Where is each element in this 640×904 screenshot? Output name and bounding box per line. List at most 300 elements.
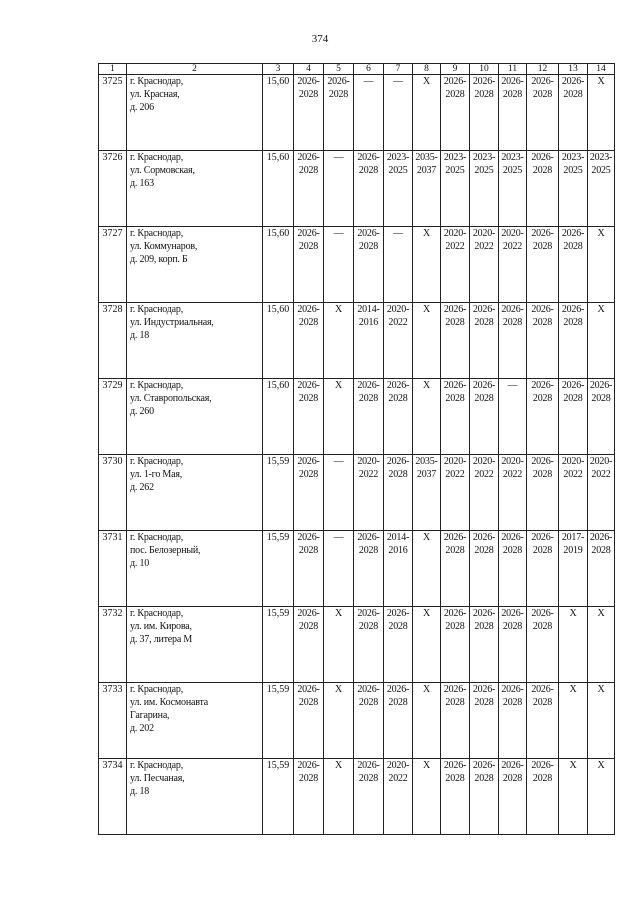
period-cell-col-11 [499, 531, 527, 607]
period-cell-col-4 [294, 151, 324, 227]
column-header-10: 10 [470, 64, 499, 75]
period-value: 2020- [386, 760, 410, 771]
period-value: 2026- [443, 608, 467, 619]
period-value: 2028 [563, 241, 583, 252]
table-row [99, 227, 615, 303]
period-value: 2028 [563, 317, 583, 328]
address-line: ул. 1-го Мая, [130, 469, 183, 480]
period-value: — [333, 228, 344, 239]
period-cell-col-12 [527, 759, 559, 835]
period-value: 2028 [358, 241, 379, 252]
period-value: — [507, 380, 518, 391]
period-value: 2037 [416, 165, 437, 176]
period-value: 2026- [297, 684, 320, 695]
table-row [99, 151, 615, 227]
column-header-8: 8 [413, 64, 441, 75]
period-value: X [334, 684, 343, 695]
period-value: 2023- [501, 152, 524, 163]
address-cell [127, 303, 263, 379]
period-value: 2026- [327, 76, 350, 87]
period-cell-col-5 [324, 303, 354, 379]
period-value: 2022 [591, 469, 611, 480]
period-cell-col-13 [559, 683, 588, 759]
period-value: 2028 [532, 317, 553, 328]
rate-cell: 15,59 [263, 531, 294, 607]
address-line: г. Краснодар, [130, 304, 184, 315]
period-cell-col-14 [588, 303, 615, 379]
period-cell-col-11 [499, 455, 527, 531]
period-value: 2028 [388, 469, 408, 480]
period-cell-col-12 [527, 455, 559, 531]
table-row [99, 75, 615, 151]
period-value: 2028 [532, 165, 553, 176]
period-cell-col-7 [384, 683, 413, 759]
period-value: X [334, 608, 343, 619]
period-value: 2020- [472, 228, 496, 239]
period-cell-col-7 [384, 303, 413, 379]
address-line: г. Краснодар, [130, 152, 184, 163]
period-value: 2028 [358, 621, 379, 632]
column-header-3: 3 [263, 64, 294, 75]
period-cell-col-10 [470, 607, 499, 683]
address-line: г. Краснодар, [130, 608, 184, 619]
period-value: 2028 [298, 393, 319, 404]
period-cell-col-14 [588, 531, 615, 607]
period-cell-col-11 [499, 683, 527, 759]
period-value: 2028 [358, 393, 379, 404]
period-value: 2026- [589, 380, 613, 391]
period-value: 2026- [297, 228, 320, 239]
period-cell-col-5 [324, 607, 354, 683]
period-value: 2028 [563, 89, 583, 100]
period-value: 2026- [357, 228, 380, 239]
period-value: 2026- [297, 380, 320, 391]
period-value: 2028 [532, 89, 553, 100]
period-value: 2022 [474, 469, 494, 480]
period-value: 2026- [357, 760, 380, 771]
period-value: 2028 [358, 697, 379, 708]
period-value: X [334, 304, 343, 315]
period-cell-col-10 [470, 303, 499, 379]
period-value: 2020- [472, 456, 496, 467]
period-cell-col-14 [588, 151, 615, 227]
address-line: д. 262 [130, 482, 154, 493]
period-value: 2026- [357, 684, 380, 695]
period-cell-col-7 [384, 151, 413, 227]
period-cell-col-12 [527, 531, 559, 607]
period-cell-col-10 [470, 227, 499, 303]
period-value: 2022 [388, 773, 408, 784]
period-cell-col-10 [470, 759, 499, 835]
address-line: д. 206 [130, 102, 154, 113]
period-value: X [597, 228, 605, 239]
period-value: 2016 [388, 545, 408, 556]
period-cell-col-10 [470, 531, 499, 607]
period-cell-col-9 [441, 379, 470, 455]
address-line: г. Краснодар, [130, 76, 184, 87]
period-cell-col-6 [354, 759, 384, 835]
period-value: X [334, 760, 343, 771]
period-value: 2026- [357, 380, 380, 391]
table-row [99, 379, 615, 455]
period-cell-col-12 [527, 151, 559, 227]
period-cell-col-14 [588, 607, 615, 683]
address-line: ул. Сормовская, [130, 165, 195, 176]
period-value: 2026- [561, 380, 585, 391]
period-value: X [422, 76, 431, 87]
address-line: Гагарина, [130, 710, 170, 721]
period-value: 2028 [502, 621, 523, 632]
period-value: 2026- [297, 532, 320, 543]
address-cell [127, 75, 263, 151]
period-value: 2028 [388, 393, 408, 404]
address-cell [127, 379, 263, 455]
period-cell-col-13 [559, 455, 588, 531]
period-cell-col-12 [527, 683, 559, 759]
period-cell-col-11 [499, 607, 527, 683]
period-value: 2026- [531, 152, 554, 163]
period-value: 2026- [501, 684, 524, 695]
period-cell-col-8 [413, 531, 441, 607]
period-cell-col-4 [294, 531, 324, 607]
column-header-14: 14 [588, 64, 615, 75]
period-cell-col-9 [441, 455, 470, 531]
period-value: 2028 [298, 469, 319, 480]
period-value: 2022 [388, 317, 408, 328]
period-value: 2026- [443, 380, 467, 391]
period-value: 2020- [501, 456, 524, 467]
period-value: 2028 [298, 697, 319, 708]
register-table [98, 63, 615, 835]
period-cell-col-12 [527, 303, 559, 379]
period-value: X [422, 760, 431, 771]
period-cell-col-13 [559, 607, 588, 683]
period-cell-col-10 [470, 683, 499, 759]
period-value: 2026- [501, 304, 524, 315]
period-value: — [393, 76, 403, 87]
period-value: 2022 [445, 241, 465, 252]
period-cell-col-8 [413, 303, 441, 379]
period-value: — [333, 152, 344, 163]
period-value: 2028 [532, 241, 553, 252]
period-value: X [597, 304, 605, 315]
period-cell-col-11 [499, 227, 527, 303]
period-value: 2025 [591, 165, 611, 176]
address-cell [127, 151, 263, 227]
row-number: 3728 [99, 303, 127, 379]
period-cell-col-7 [384, 379, 413, 455]
period-value: — [333, 532, 344, 543]
period-value: 2026- [443, 760, 467, 771]
address-line: ул. Красная, [130, 89, 180, 100]
period-value: 2028 [445, 545, 465, 556]
period-value: 2026- [443, 532, 467, 543]
row-number: 3731 [99, 531, 127, 607]
period-value: 2023- [386, 152, 410, 163]
period-value: 2035- [415, 456, 438, 467]
period-value: X [569, 684, 577, 695]
period-value: 2026- [472, 608, 496, 619]
period-cell-col-4 [294, 455, 324, 531]
period-value: 2022 [563, 469, 583, 480]
row-number: 3733 [99, 683, 127, 759]
period-value: 2028 [358, 773, 379, 784]
period-value: 2028 [502, 545, 523, 556]
period-value: 2023- [561, 152, 585, 163]
period-value: X [597, 684, 605, 695]
period-cell-col-10 [470, 151, 499, 227]
period-cell-col-11 [499, 303, 527, 379]
period-value: 2028 [474, 317, 494, 328]
period-value: 2028 [474, 89, 494, 100]
period-value: 2028 [532, 469, 553, 480]
period-cell-col-12 [527, 379, 559, 455]
period-cell-col-6 [354, 531, 384, 607]
period-cell-col-12 [527, 227, 559, 303]
period-value: 2028 [298, 621, 319, 632]
table-row [99, 683, 615, 759]
period-cell-col-5 [324, 75, 354, 151]
period-cell-col-13 [559, 75, 588, 151]
period-cell-col-8 [413, 607, 441, 683]
period-value: 2026- [472, 304, 496, 315]
row-number: 3725 [99, 75, 127, 151]
period-cell-col-6 [354, 455, 384, 531]
period-value: 2020- [501, 228, 524, 239]
period-cell-col-11 [499, 759, 527, 835]
period-cell-col-9 [441, 531, 470, 607]
period-value: 2028 [445, 697, 465, 708]
period-cell-col-10 [470, 75, 499, 151]
period-cell-col-8 [413, 759, 441, 835]
period-value: 2028 [474, 545, 494, 556]
period-value: 2028 [474, 621, 494, 632]
period-value: 2026- [531, 608, 554, 619]
period-value: 2020- [443, 228, 467, 239]
period-value: 2026- [357, 532, 380, 543]
period-value: 2028 [502, 697, 523, 708]
rate-cell: 15,60 [263, 379, 294, 455]
period-cell-col-10 [470, 455, 499, 531]
period-cell-col-9 [441, 303, 470, 379]
period-cell-col-9 [441, 683, 470, 759]
address-line: д. 10 [130, 558, 150, 569]
period-cell-col-6 [354, 303, 384, 379]
period-value: 2028 [328, 89, 349, 100]
period-value: 2028 [358, 165, 379, 176]
period-value: — [333, 456, 344, 467]
period-cell-col-7 [384, 455, 413, 531]
table-row [99, 531, 615, 607]
period-value: 2026- [297, 608, 320, 619]
period-cell-col-5 [324, 379, 354, 455]
period-value: X [422, 532, 431, 543]
period-value: X [422, 380, 431, 391]
period-value: 2028 [445, 773, 465, 784]
period-value: X [334, 380, 343, 391]
period-value: 2026- [531, 456, 554, 467]
period-value: 2026- [501, 608, 524, 619]
period-value: 2019 [563, 545, 583, 556]
column-header-11: 11 [499, 64, 527, 75]
period-value: 2026- [501, 532, 524, 543]
rate-cell: 15,60 [263, 227, 294, 303]
period-value: 2026- [472, 684, 496, 695]
period-value: X [569, 760, 577, 771]
period-value: 2026- [472, 760, 496, 771]
period-value: 2020- [386, 304, 410, 315]
period-value: 2028 [532, 545, 553, 556]
period-value: — [393, 228, 403, 239]
table-row [99, 759, 615, 835]
period-value: 2028 [532, 773, 553, 784]
period-value: 2026- [531, 304, 554, 315]
period-value: 2026- [472, 380, 496, 391]
period-cell-col-6 [354, 75, 384, 151]
period-cell-col-4 [294, 683, 324, 759]
address-line: ул. Коммунаров, [130, 241, 198, 252]
period-cell-col-9 [441, 75, 470, 151]
period-value: 2023- [472, 152, 496, 163]
period-cell-col-8 [413, 227, 441, 303]
period-value: 2028 [298, 545, 319, 556]
period-cell-col-9 [441, 227, 470, 303]
period-value: 2028 [502, 317, 523, 328]
period-value: 2028 [445, 393, 465, 404]
period-value: 2022 [445, 469, 465, 480]
period-cell-col-4 [294, 759, 324, 835]
row-number: 3732 [99, 607, 127, 683]
rate-cell: 15,59 [263, 455, 294, 531]
address-line: пос. Белозерный, [130, 545, 201, 556]
period-value: 2026- [472, 76, 496, 87]
period-cell-col-4 [294, 303, 324, 379]
period-cell-col-13 [559, 759, 588, 835]
period-cell-col-8 [413, 151, 441, 227]
period-value: 2028 [298, 241, 319, 252]
period-cell-col-5 [324, 151, 354, 227]
column-header-5: 5 [324, 64, 354, 75]
page-number: 374 [311, 33, 329, 45]
period-cell-col-7 [384, 607, 413, 683]
period-value: 2016 [358, 317, 379, 328]
period-value: 2028 [532, 621, 553, 632]
period-value: 2028 [445, 317, 465, 328]
address-cell [127, 531, 263, 607]
period-value: 2028 [532, 393, 553, 404]
address-line: г. Краснодар, [130, 456, 184, 467]
period-value: 2025 [474, 165, 494, 176]
period-cell-col-6 [354, 607, 384, 683]
period-value: 2026- [531, 760, 554, 771]
period-value: 2028 [532, 697, 553, 708]
period-value: 2026- [472, 532, 496, 543]
address-line: д. 209, корп. Б [130, 254, 188, 265]
rate-cell: 15,60 [263, 151, 294, 227]
address-line: д. 163 [130, 178, 154, 189]
period-value: 2026- [297, 456, 320, 467]
address-cell [127, 227, 263, 303]
period-cell-col-11 [499, 379, 527, 455]
row-number: 3729 [99, 379, 127, 455]
address-line: д. 37, литера М [130, 634, 193, 645]
row-number: 3727 [99, 227, 127, 303]
period-cell-col-4 [294, 75, 324, 151]
period-value: 2026- [386, 380, 410, 391]
period-cell-col-14 [588, 227, 615, 303]
rate-cell: 15,59 [263, 607, 294, 683]
period-value: 2035- [415, 152, 438, 163]
period-cell-col-8 [413, 683, 441, 759]
table-row [99, 455, 615, 531]
period-value: 2023- [589, 152, 613, 163]
address-cell [127, 683, 263, 759]
period-cell-col-11 [499, 75, 527, 151]
period-value: 2028 [445, 89, 465, 100]
address-cell [127, 759, 263, 835]
period-value: X [569, 608, 577, 619]
period-value: 2028 [474, 697, 494, 708]
period-value: 2028 [298, 773, 319, 784]
period-value: 2028 [474, 393, 494, 404]
period-cell-col-9 [441, 607, 470, 683]
period-cell-col-5 [324, 683, 354, 759]
column-header-1: 1 [99, 64, 127, 75]
column-header-13: 13 [559, 64, 588, 75]
address-cell [127, 455, 263, 531]
period-value: 2020- [561, 456, 585, 467]
address-line: г. Краснодар, [130, 760, 184, 771]
period-value: 2026- [531, 380, 554, 391]
period-value: 2014- [386, 532, 410, 543]
period-value: 2037 [416, 469, 437, 480]
address-line: г. Краснодар, [130, 380, 184, 391]
period-value: 2028 [563, 393, 583, 404]
period-cell-col-13 [559, 303, 588, 379]
address-line: ул. им. Кирова, [130, 621, 192, 632]
period-cell-col-5 [324, 227, 354, 303]
period-value: 2026- [531, 532, 554, 543]
rate-cell: 15,59 [263, 683, 294, 759]
period-cell-col-8 [413, 455, 441, 531]
period-value: 2026- [561, 228, 585, 239]
column-header-6: 6 [354, 64, 384, 75]
period-value: 2028 [388, 621, 408, 632]
period-cell-col-6 [354, 683, 384, 759]
period-value: 2028 [591, 393, 611, 404]
header-row [99, 64, 615, 75]
period-cell-col-5 [324, 455, 354, 531]
address-line: ул. Песчаная, [130, 773, 185, 784]
period-cell-col-14 [588, 683, 615, 759]
period-value: 2028 [388, 697, 408, 708]
address-line: д. 18 [130, 330, 150, 341]
period-value: X [422, 608, 431, 619]
address-line: д. 18 [130, 786, 150, 797]
period-cell-col-4 [294, 379, 324, 455]
period-value: 2014- [357, 304, 380, 315]
period-value: 2026- [386, 684, 410, 695]
period-value: 2028 [502, 773, 523, 784]
period-value: 2025 [445, 165, 465, 176]
period-value: 2026- [443, 76, 467, 87]
period-value: 2025 [502, 165, 523, 176]
row-number: 3726 [99, 151, 127, 227]
period-value: 2026- [531, 228, 554, 239]
period-cell-col-10 [470, 379, 499, 455]
period-value: 2026- [501, 760, 524, 771]
period-cell-col-14 [588, 455, 615, 531]
